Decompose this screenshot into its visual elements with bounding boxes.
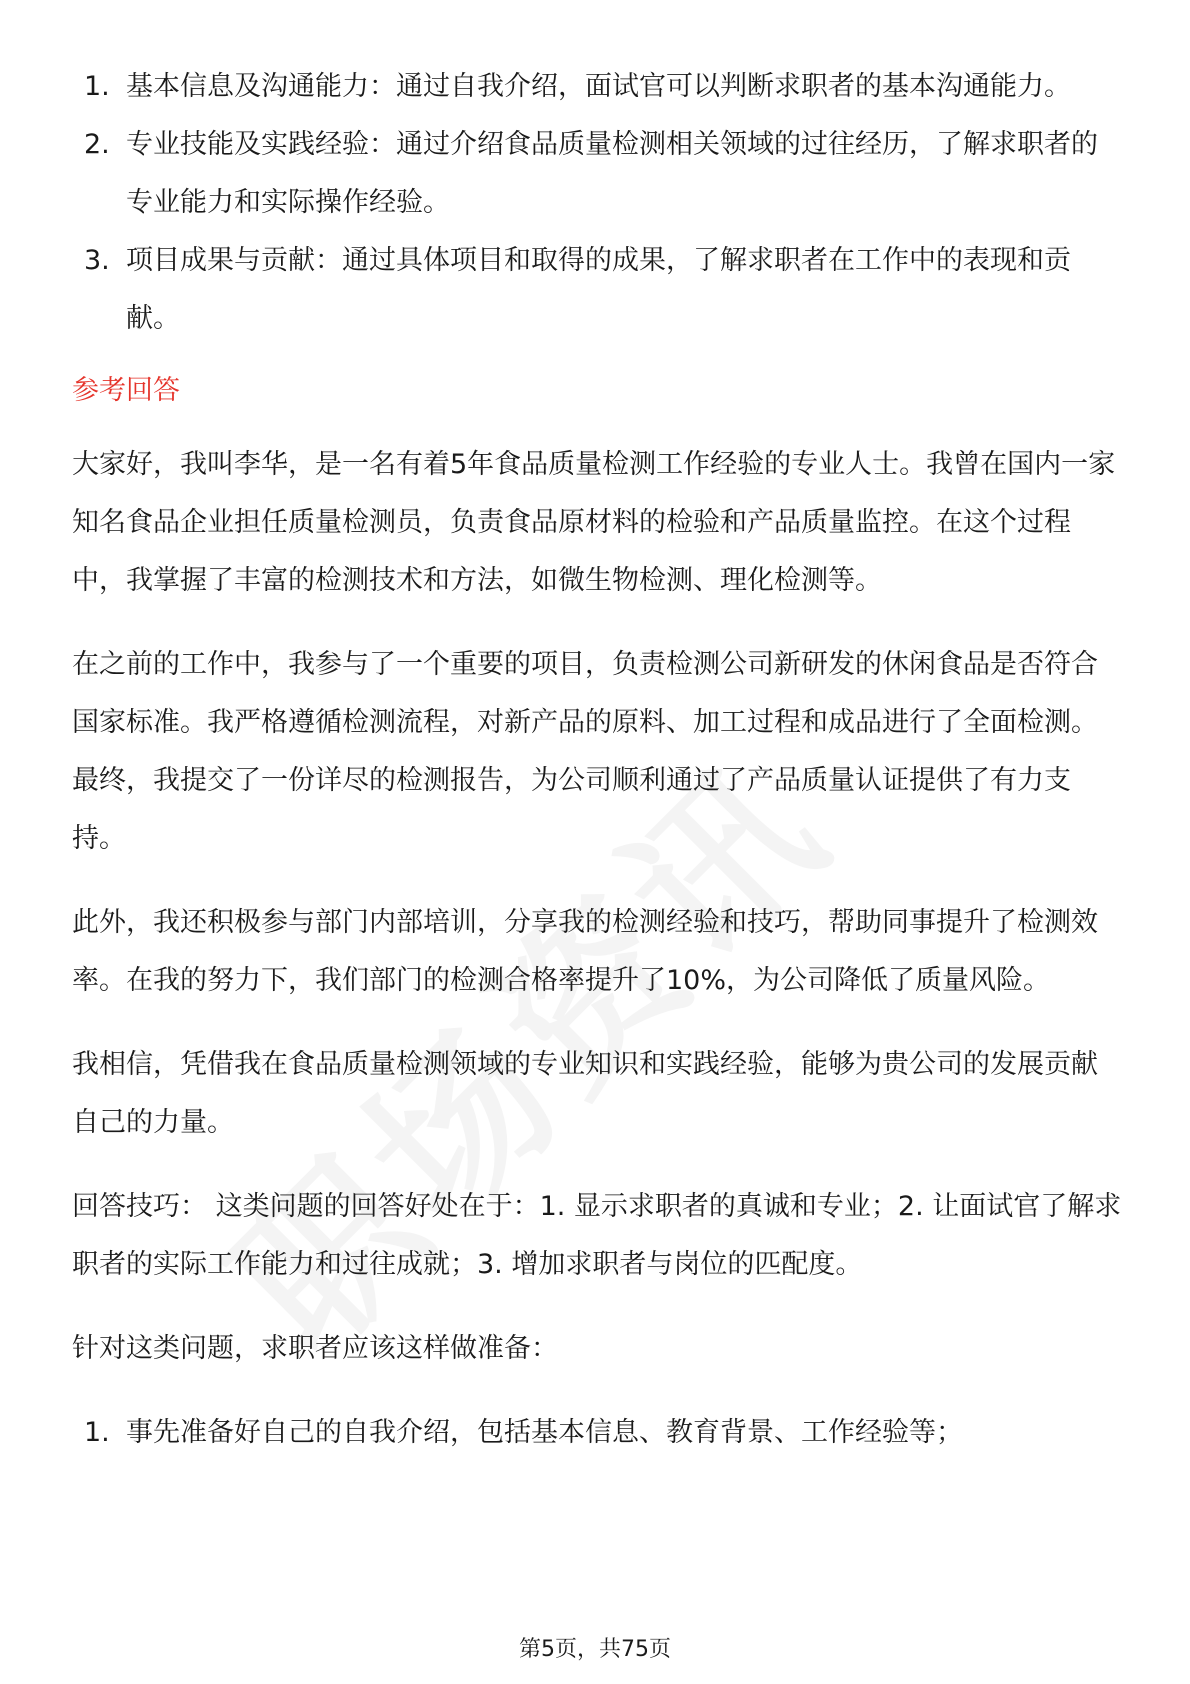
list-item-number: 1. — [84, 71, 110, 102]
page-number-footer: 第5页，共75页 — [519, 1637, 671, 1662]
tips-paragraph: 回答技巧： 这类问题的回答好处在于：1. 显示求职者的真诚和专业；2. 让面试官了解求职者的实际工作能力和过往成就；3. 增加求职者与岗位的匹配度。 — [72, 1191, 1122, 1280]
list-item-text: 项目成果与贡献：通过具体项目和取得的成果，了解求职者在工作中的表现和贡献。 — [126, 245, 1071, 334]
page-content — [72, 58, 1122, 1462]
criteria-list — [72, 58, 1122, 348]
preparation-list — [72, 1404, 1122, 1462]
list-item — [72, 116, 1122, 232]
preparation-intro: 针对这类问题，求职者应该这样做准备： — [72, 1333, 558, 1364]
list-item-number: 2. — [84, 129, 110, 160]
answer-paragraph: 我相信，凭借我在食品质量检测领域的专业知识和实践经验，能够为贵公司的发展贡献自己的力量。 — [72, 1049, 1098, 1138]
list-item-number: 3. — [84, 245, 110, 276]
list-item — [72, 58, 1122, 116]
list-item-text: 事先准备好自己的自我介绍，包括基本信息、教育背景、工作经验等； — [126, 1417, 963, 1448]
list-item — [72, 1404, 1122, 1462]
answer-paragraph: 大家好，我叫李华，是一名有着5年食品质量检测工作经验的专业人士。我曾在国内一家知名食品企业担任质量检测员，负责食品原材料的检验和产品质量监控。在这个过程中，我掌握了丰富的检测技术和方法，如微生物检测、理化检测等。 — [72, 449, 1116, 596]
list-item-text: 基本信息及沟通能力：通过自我介绍，面试官可以判断求职者的基本沟通能力。 — [126, 71, 1071, 102]
list-item-number: 1. — [84, 1417, 110, 1448]
list-item — [72, 232, 1122, 348]
list-item-text: 专业技能及实践经验：通过介绍食品质量检测相关领域的过往经历，了解求职者的专业能力和实际操作经验。 — [126, 129, 1098, 218]
answer-paragraph: 此外，我还积极参与部门内部培训，分享我的检测经验和技巧，帮助同事提升了检测效率。在我的努力下，我们部门的检测合格率提升了10%，为公司降低了质量风险。 — [72, 907, 1098, 996]
section-heading: 参考回答 — [72, 375, 180, 406]
answer-paragraph: 在之前的工作中，我参与了一个重要的项目，负责检测公司新研发的休闲食品是否符合国家标准。我严格遵循检测流程，对新产品的原料、加工过程和成品进行了全面检测。最终，我提交了一份详尽的检测报告，为公司顺利通过了产品质量认证提供了有力支持。 — [72, 649, 1098, 854]
